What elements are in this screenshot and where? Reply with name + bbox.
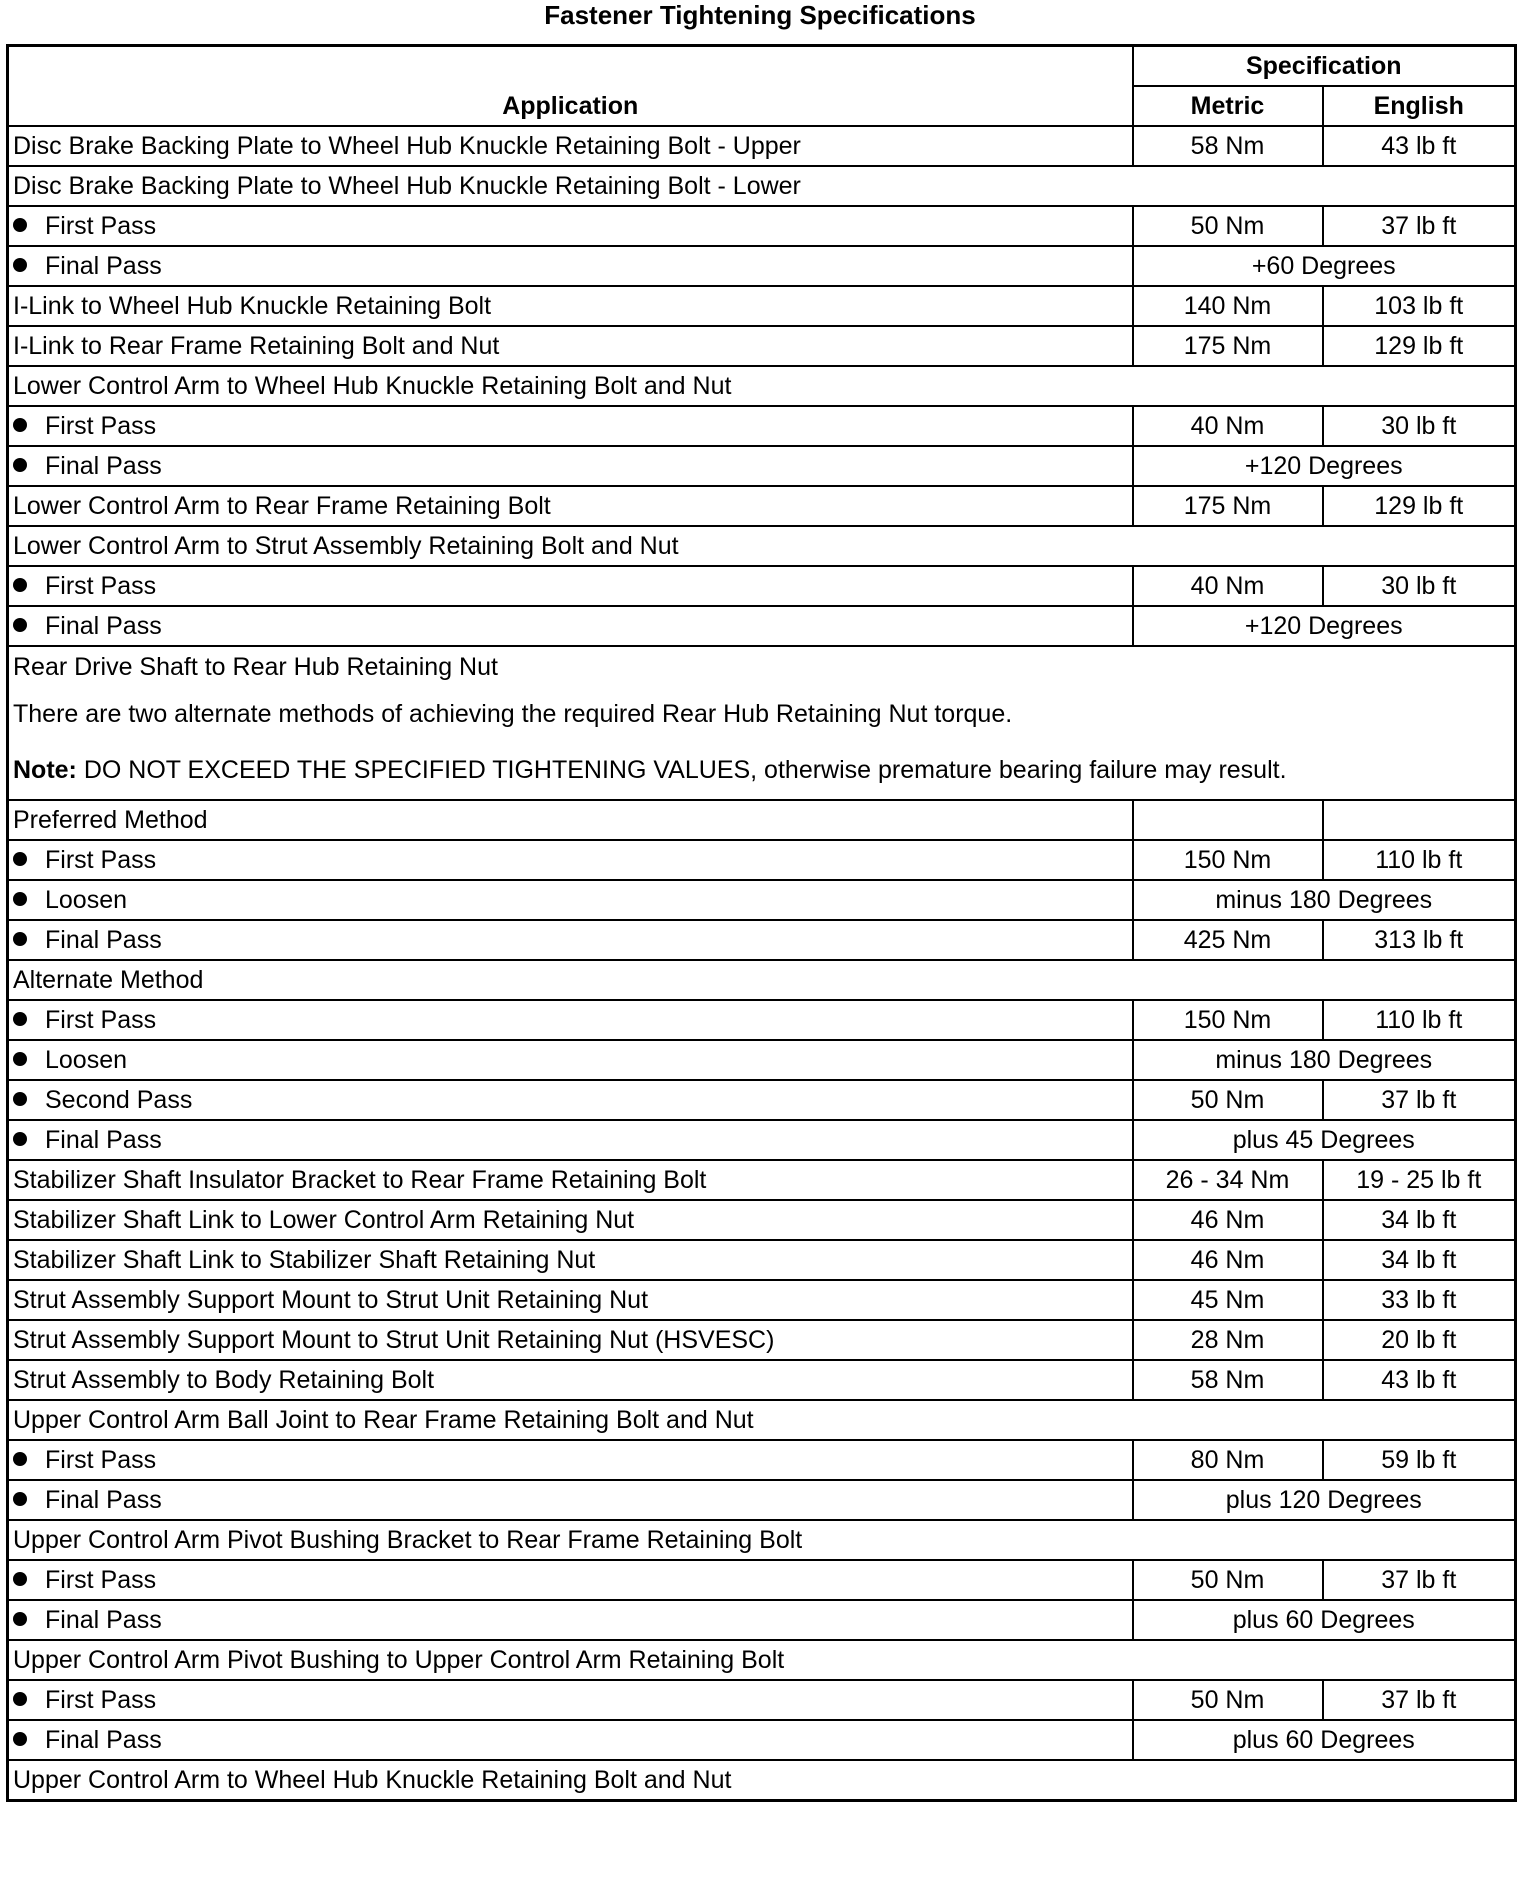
- application-text: Loosen: [45, 1046, 128, 1074]
- application-cell: [8, 800, 1133, 840]
- table-row: [8, 1760, 1516, 1801]
- table-row: [8, 1400, 1516, 1440]
- table-row: [8, 1680, 1516, 1720]
- step-label: [8, 446, 1133, 486]
- application-text: Final Pass: [45, 1726, 162, 1754]
- bullet-icon: [13, 618, 27, 632]
- metric-cell: 175 Nm: [1133, 326, 1323, 366]
- step-label: [8, 1000, 1133, 1040]
- bullet-icon: [13, 1012, 27, 1026]
- step-label: [8, 406, 1133, 446]
- metric-cell: 28 Nm: [1133, 1320, 1323, 1360]
- header-english: English: [1323, 86, 1516, 126]
- english-cell: 30 lb ft: [1323, 406, 1516, 446]
- table-row: [8, 1200, 1516, 1240]
- bullet-icon: [13, 1692, 27, 1706]
- application-text: Upper Control Arm Pivot Bushing to Upper Control Arm Retaining Bolt: [13, 1646, 785, 1674]
- application-text: Disc Brake Backing Plate to Wheel Hub Knuckle Retaining Bolt - Lower: [13, 172, 801, 200]
- table-row: [8, 126, 1516, 166]
- step-label: [8, 920, 1133, 960]
- application-text: First Pass: [45, 1446, 157, 1474]
- group-heading-cell: [8, 1400, 1516, 1440]
- angle-spec-cell: plus 45 Degrees: [1133, 1120, 1516, 1160]
- table-row: [8, 526, 1516, 566]
- english-cell: 33 lb ft: [1323, 1280, 1516, 1320]
- metric-cell: 40 Nm: [1133, 406, 1323, 446]
- application-cell: [8, 1320, 1133, 1360]
- application-text: First Pass: [45, 1566, 157, 1594]
- table-body: [8, 126, 1516, 1801]
- application-text: Strut Assembly to Body Retaining Bolt: [13, 1366, 435, 1394]
- application-cell: [8, 1280, 1133, 1320]
- metric-cell: 175 Nm: [1133, 486, 1323, 526]
- english-cell: 37 lb ft: [1323, 1560, 1516, 1600]
- table-row: [8, 1320, 1516, 1360]
- bullet-icon: [13, 1612, 27, 1626]
- table-row: [8, 406, 1516, 446]
- bullet-icon: [13, 1732, 27, 1746]
- metric-cell: [1133, 800, 1323, 840]
- table-row: [8, 286, 1516, 326]
- metric-cell: 50 Nm: [1133, 1680, 1323, 1720]
- table-row: [8, 1080, 1516, 1120]
- table-row: [8, 960, 1516, 1000]
- angle-spec-cell: +120 Degrees: [1133, 606, 1516, 646]
- group-heading-cell: [8, 1520, 1516, 1560]
- application-text: First Pass: [45, 412, 157, 440]
- table-row: [8, 800, 1516, 840]
- table-row: [8, 687, 1516, 741]
- application-text: Final Pass: [45, 252, 162, 280]
- application-text: Stabilizer Shaft Link to Stabilizer Shaft Retaining Nut: [13, 1246, 596, 1274]
- english-cell: 37 lb ft: [1323, 206, 1516, 246]
- metric-cell: 26 - 34 Nm: [1133, 1160, 1323, 1200]
- english-cell: 37 lb ft: [1323, 1080, 1516, 1120]
- table-row: [8, 326, 1516, 366]
- table-row: [8, 366, 1516, 406]
- table-row: [8, 880, 1516, 920]
- metric-cell: 50 Nm: [1133, 1080, 1323, 1120]
- table-row: [8, 1040, 1516, 1080]
- application-text: Upper Control Arm Ball Joint to Rear Frame Retaining Bolt and Nut: [13, 1406, 754, 1434]
- metric-cell: 425 Nm: [1133, 920, 1323, 960]
- table-row: [8, 566, 1516, 606]
- metric-cell: 45 Nm: [1133, 1280, 1323, 1320]
- application-text: Final Pass: [45, 926, 162, 954]
- step-label: [8, 880, 1133, 920]
- bullet-icon: [13, 1572, 27, 1586]
- metric-cell: 58 Nm: [1133, 126, 1323, 166]
- application-text: Final Pass: [45, 1486, 162, 1514]
- application-text: Final Pass: [45, 1126, 162, 1154]
- application-text: Loosen: [45, 886, 128, 914]
- application-text: Second Pass: [45, 1086, 193, 1114]
- application-cell: [8, 1360, 1133, 1400]
- application-cell: [8, 1160, 1133, 1200]
- step-label: [8, 1080, 1133, 1120]
- english-cell: 59 lb ft: [1323, 1440, 1516, 1480]
- application-text: Upper Control Arm Pivot Bushing Bracket to Rear Frame Retaining Bolt: [13, 1526, 803, 1554]
- metric-cell: 140 Nm: [1133, 286, 1323, 326]
- table-row: [8, 840, 1516, 880]
- metric-cell: 50 Nm: [1133, 206, 1323, 246]
- header-metric: Metric: [1133, 86, 1323, 126]
- step-label: [8, 1600, 1133, 1640]
- group-heading-cell: [8, 166, 1516, 206]
- english-cell: 313 lb ft: [1323, 920, 1516, 960]
- table-row: [8, 1560, 1516, 1600]
- table-row: [8, 920, 1516, 960]
- group-heading-cell: [8, 526, 1516, 566]
- table-row: [8, 1120, 1516, 1160]
- english-cell: 30 lb ft: [1323, 566, 1516, 606]
- angle-spec-cell: +120 Degrees: [1133, 446, 1516, 486]
- metric-cell: 50 Nm: [1133, 1560, 1323, 1600]
- application-text: Upper Control Arm to Wheel Hub Knuckle Retaining Bolt and Nut: [13, 1766, 732, 1794]
- step-label: [8, 1040, 1133, 1080]
- application-text: First Pass: [45, 1006, 157, 1034]
- table-row: [8, 1600, 1516, 1640]
- bullet-icon: [13, 1452, 27, 1466]
- table-row: [8, 1240, 1516, 1280]
- english-cell: 110 lb ft: [1323, 1000, 1516, 1040]
- table-row: [8, 446, 1516, 486]
- step-label: [8, 1680, 1133, 1720]
- angle-spec-cell: plus 120 Degrees: [1133, 1480, 1516, 1520]
- metric-cell: 58 Nm: [1133, 1360, 1323, 1400]
- application-text: Final Pass: [45, 452, 162, 480]
- application-text: Preferred Method: [13, 806, 208, 834]
- step-label: [8, 840, 1133, 880]
- metric-cell: 46 Nm: [1133, 1200, 1323, 1240]
- english-cell: 103 lb ft: [1323, 286, 1516, 326]
- note-label: Note:: [13, 756, 77, 784]
- application-text: First Pass: [45, 1686, 157, 1714]
- english-cell: 129 lb ft: [1323, 326, 1516, 366]
- application-text: Lower Control Arm to Rear Frame Retaining Bolt: [13, 492, 551, 520]
- application-text: First Pass: [45, 212, 157, 240]
- step-label: [8, 606, 1133, 646]
- table-row: [8, 646, 1516, 687]
- english-cell: 129 lb ft: [1323, 486, 1516, 526]
- application-text: Final Pass: [45, 1606, 162, 1634]
- table-row: [8, 1480, 1516, 1520]
- application-text: Final Pass: [45, 612, 162, 640]
- header-specification: Specification: [1133, 46, 1516, 87]
- english-cell: 37 lb ft: [1323, 1680, 1516, 1720]
- english-cell: 34 lb ft: [1323, 1240, 1516, 1280]
- application-text: Strut Assembly Support Mount to Strut Unit Retaining Nut (HSVESC): [13, 1326, 775, 1354]
- application-text: There are two alternate methods of achieving the required Rear Hub Retaining Nut torque.: [13, 700, 1013, 728]
- table-row: [8, 606, 1516, 646]
- english-cell: 43 lb ft: [1323, 126, 1516, 166]
- bullet-icon: [13, 258, 27, 272]
- metric-cell: 150 Nm: [1133, 1000, 1323, 1040]
- metric-cell: 150 Nm: [1133, 840, 1323, 880]
- table-row: [8, 1440, 1516, 1480]
- application-text: Lower Control Arm to Wheel Hub Knuckle Retaining Bolt and Nut: [13, 372, 732, 400]
- application-cell: [8, 286, 1133, 326]
- bullet-icon: [13, 1132, 27, 1146]
- angle-spec-cell: +60 Degrees: [1133, 246, 1516, 286]
- table-row: [8, 1520, 1516, 1560]
- bullet-icon: [13, 578, 27, 592]
- table-row: [8, 1640, 1516, 1680]
- application-text: I-Link to Rear Frame Retaining Bolt and Nut: [13, 332, 500, 360]
- bullet-icon: [13, 418, 27, 432]
- step-label: [8, 246, 1133, 286]
- header-application: Application: [8, 46, 1133, 127]
- step-label: [8, 1120, 1133, 1160]
- fastener-spec-table: [6, 44, 1517, 1802]
- english-cell: 34 lb ft: [1323, 1200, 1516, 1240]
- step-label: [8, 1720, 1133, 1760]
- table-row: [8, 206, 1516, 246]
- group-heading-cell: [8, 366, 1516, 406]
- angle-spec-cell: minus 180 Degrees: [1133, 1040, 1516, 1080]
- bullet-icon: [13, 1492, 27, 1506]
- document-title: Fastener Tightening Specifications: [544, 0, 976, 30]
- application-text: Alternate Method: [13, 966, 204, 994]
- application-text: Stabilizer Shaft Insulator Bracket to Rear Frame Retaining Bolt: [13, 1166, 707, 1194]
- group-heading-cell: [8, 1760, 1516, 1801]
- group-heading-cell: [8, 960, 1516, 1000]
- application-text: DO NOT EXCEED THE SPECIFIED TIGHTENING VALUES, otherwise premature bearing failure may result.: [76, 756, 1287, 784]
- note-cell: [8, 646, 1516, 687]
- angle-spec-cell: minus 180 Degrees: [1133, 880, 1516, 920]
- table-row: [8, 1280, 1516, 1320]
- english-cell: 43 lb ft: [1323, 1360, 1516, 1400]
- application-cell: [8, 486, 1133, 526]
- bullet-icon: [13, 852, 27, 866]
- bullet-icon: [13, 932, 27, 946]
- english-cell: [1323, 800, 1516, 840]
- application-cell: [8, 1240, 1133, 1280]
- angle-spec-cell: plus 60 Degrees: [1133, 1600, 1516, 1640]
- table-header: [8, 46, 1516, 127]
- metric-cell: 40 Nm: [1133, 566, 1323, 606]
- step-label: [8, 1440, 1133, 1480]
- application-text: Strut Assembly Support Mount to Strut Unit Retaining Nut: [13, 1286, 649, 1314]
- metric-cell: 46 Nm: [1133, 1240, 1323, 1280]
- bullet-icon: [13, 218, 27, 232]
- application-text: I-Link to Wheel Hub Knuckle Retaining Bolt: [13, 292, 492, 320]
- application-text: First Pass: [45, 846, 157, 874]
- bullet-icon: [13, 892, 27, 906]
- application-text: Disc Brake Backing Plate to Wheel Hub Knuckle Retaining Bolt - Upper: [13, 132, 801, 160]
- application-text: Rear Drive Shaft to Rear Hub Retaining Nut: [13, 653, 498, 681]
- english-cell: 20 lb ft: [1323, 1320, 1516, 1360]
- table-row: [8, 1000, 1516, 1040]
- step-label: [8, 206, 1133, 246]
- application-cell: [8, 326, 1133, 366]
- table-row: [8, 486, 1516, 526]
- angle-spec-cell: plus 60 Degrees: [1133, 1720, 1516, 1760]
- table-row: [8, 246, 1516, 286]
- english-cell: 110 lb ft: [1323, 840, 1516, 880]
- step-label: [8, 566, 1133, 606]
- table-row: [8, 166, 1516, 206]
- bullet-icon: [13, 1052, 27, 1066]
- application-text: First Pass: [45, 572, 157, 600]
- application-text: Stabilizer Shaft Link to Lower Control Arm Retaining Nut: [13, 1206, 635, 1234]
- group-heading-cell: [8, 1640, 1516, 1680]
- bullet-icon: [13, 1092, 27, 1106]
- table-row: [8, 1360, 1516, 1400]
- note-cell: [8, 687, 1516, 741]
- english-cell: 19 - 25 lb ft: [1323, 1160, 1516, 1200]
- application-text: Lower Control Arm to Strut Assembly Retaining Bolt and Nut: [13, 532, 679, 560]
- step-label: [8, 1480, 1133, 1520]
- table-row: [8, 1720, 1516, 1760]
- application-cell: [8, 126, 1133, 166]
- metric-cell: 80 Nm: [1133, 1440, 1323, 1480]
- table-row: [8, 1160, 1516, 1200]
- table-row: [8, 741, 1516, 800]
- application-cell: [8, 1200, 1133, 1240]
- bullet-icon: [13, 458, 27, 472]
- step-label: [8, 1560, 1133, 1600]
- note-cell: [8, 741, 1516, 800]
